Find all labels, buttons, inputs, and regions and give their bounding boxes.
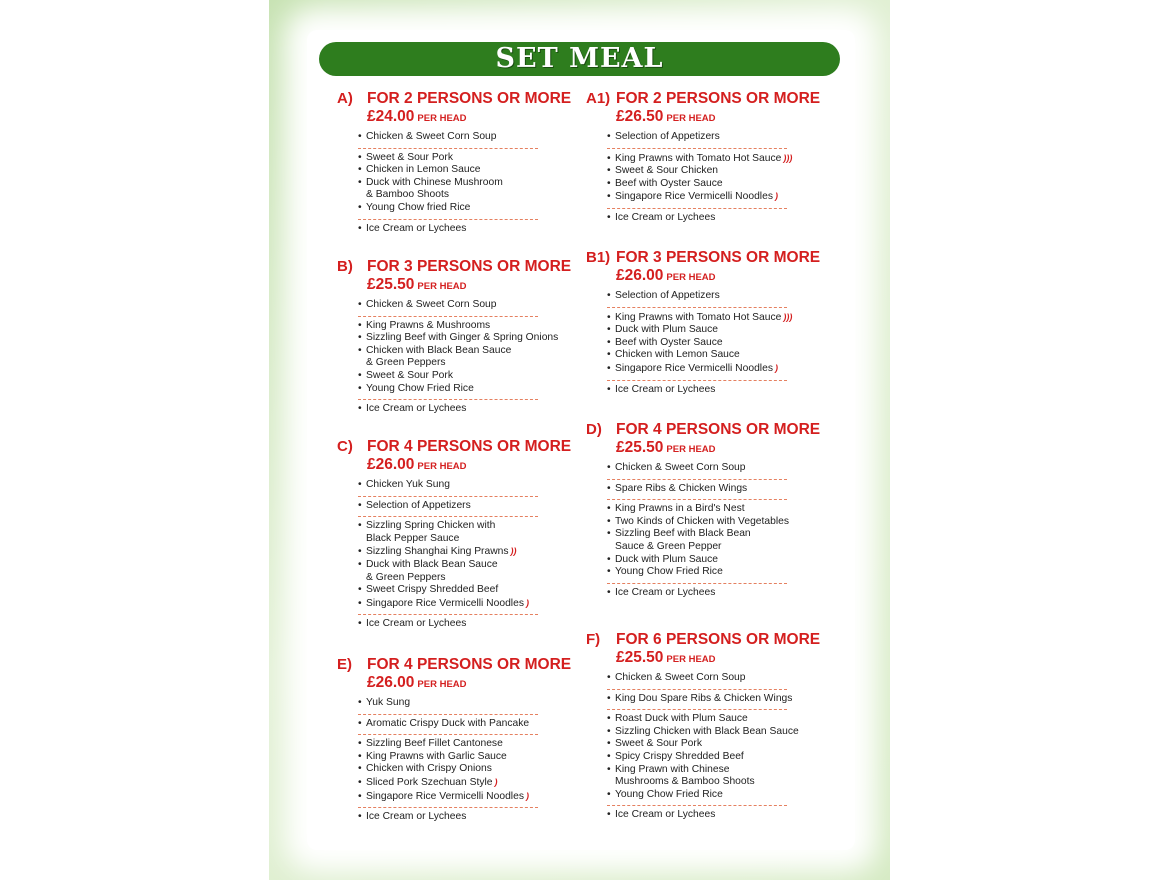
menu-item-text: Ice Cream or Lychees xyxy=(615,809,716,821)
menu-item-text: Sauce & Green Pepper xyxy=(615,540,722,552)
menu-item xyxy=(607,483,787,496)
bullet-icon: • xyxy=(607,383,611,395)
menu-item-text: Selection of Appetizers xyxy=(615,131,720,142)
menu-item xyxy=(358,357,538,370)
menu-item xyxy=(358,545,538,559)
menu-item-text: Chicken with Lemon Sauce xyxy=(615,349,740,361)
meal-header xyxy=(337,438,571,456)
meal-price: £25.50 xyxy=(616,649,664,666)
menu-item xyxy=(607,311,793,325)
course-group xyxy=(607,459,787,480)
menu-item-text: Two Kinds of Chicken with Vegetables xyxy=(615,515,790,527)
bullet-icon: • xyxy=(358,319,362,331)
menu-item xyxy=(607,566,787,579)
set-meal xyxy=(337,438,571,635)
course-group xyxy=(358,476,538,497)
menu-item xyxy=(607,738,787,751)
menu-item xyxy=(358,520,538,533)
menu-item xyxy=(607,713,787,726)
course-group xyxy=(607,149,793,209)
menu-item-text: Sliced Pork Szechuan Style xyxy=(366,776,493,788)
bullet-icon: • xyxy=(607,553,611,565)
menu-item-text: Sizzling Chicken with Black Bean Sauce xyxy=(615,725,799,737)
course-group xyxy=(607,308,793,381)
per-head-label: PER HEAD xyxy=(666,654,716,665)
menu-item-text: Singapore Rice Vermicelli Noodles xyxy=(615,362,773,374)
meal-title: FOR 3 PERSONS OR MORE xyxy=(367,258,572,275)
bullet-icon: • xyxy=(607,336,611,348)
set-meal xyxy=(337,656,571,828)
bullet-icon: • xyxy=(358,164,362,176)
bullet-icon: • xyxy=(607,177,611,189)
bullet-icon: • xyxy=(607,324,611,336)
menu-item xyxy=(358,763,538,776)
price-line xyxy=(616,267,820,287)
menu-item xyxy=(358,500,538,513)
menu-item-text: Ice Cream or Lychees xyxy=(615,211,716,223)
bullet-icon: • xyxy=(607,750,611,762)
bullet-icon: • xyxy=(607,152,611,164)
chili-pepper-icon: ))) xyxy=(783,311,793,322)
menu-item-text: Black Pepper Sauce xyxy=(366,532,460,544)
page-title: SET MEAL xyxy=(319,42,840,76)
bullet-icon: • xyxy=(607,211,611,223)
menu-item-text: Spicy Crispy Shredded Beef xyxy=(615,750,744,762)
meal-title: FOR 4 PERSONS OR MORE xyxy=(367,656,572,673)
bullet-icon: • xyxy=(607,515,611,527)
menu-item-text: Yuk Sung xyxy=(366,697,411,708)
meal-code: C) xyxy=(337,438,353,455)
meal-header xyxy=(586,631,820,649)
menu-item-text: Beef with Oyster Sauce xyxy=(615,336,723,348)
set-meal xyxy=(337,258,571,420)
menu-item xyxy=(358,533,538,546)
bullet-icon: • xyxy=(358,382,362,394)
menu-item xyxy=(358,572,538,585)
price-line xyxy=(367,108,571,128)
menu-item xyxy=(358,479,538,492)
price-line xyxy=(616,439,820,459)
course-group xyxy=(358,149,538,220)
menu-item-text: Ice Cream or Lychees xyxy=(615,383,716,395)
menu-item xyxy=(358,152,538,165)
menu-item xyxy=(607,362,787,376)
menu-item-text: Sizzling Beef Fillet Cantonese xyxy=(366,738,503,750)
menu-item-text: Duck with Plum Sauce xyxy=(615,324,719,336)
course-group xyxy=(358,296,538,317)
bullet-icon: • xyxy=(607,503,611,515)
bullet-icon: • xyxy=(358,479,362,490)
menu-item xyxy=(607,349,787,362)
menu-item xyxy=(358,370,538,383)
meal-header xyxy=(586,249,820,267)
bullet-icon: • xyxy=(607,788,611,800)
chili-pepper-icon: )) xyxy=(510,546,517,557)
menu-item-text: King Prawns in a Bird's Nest xyxy=(615,503,745,515)
menu-item-text: Singapore Rice Vermicelli Noodles xyxy=(366,790,524,802)
menu-item-text: Chicken Yuk Sung xyxy=(366,479,450,490)
per-head-label: PER HEAD xyxy=(666,272,716,283)
meal-price: £26.00 xyxy=(616,267,664,284)
menu-item xyxy=(607,809,787,822)
menu-item xyxy=(358,776,538,790)
course-group xyxy=(358,715,538,736)
course-group xyxy=(358,220,538,240)
meal-header xyxy=(586,90,820,108)
bullet-icon: • xyxy=(607,311,611,323)
meal-header xyxy=(337,656,571,674)
menu-item xyxy=(358,332,559,345)
menu-item xyxy=(607,212,787,225)
bullet-icon: • xyxy=(358,151,362,163)
bullet-icon: • xyxy=(358,546,362,558)
meal-title: FOR 2 PERSONS OR MORE xyxy=(367,90,572,107)
menu-item-text: Sizzling Shanghai King Prawns xyxy=(366,546,509,558)
menu-item-text: Sizzling Beef with Black Bean xyxy=(615,528,751,540)
menu-item-text: Chicken & Sweet Corn Soup xyxy=(615,672,746,683)
price-line xyxy=(367,456,571,476)
bullet-icon: • xyxy=(358,584,362,596)
menu-item xyxy=(358,597,538,611)
bullet-icon: • xyxy=(358,131,362,142)
meal-price: £26.50 xyxy=(616,108,664,125)
bullet-icon: • xyxy=(358,201,362,213)
course-group xyxy=(358,400,538,420)
menu-item xyxy=(607,789,787,802)
meal-header xyxy=(337,90,571,108)
set-meal xyxy=(586,249,820,400)
course-group xyxy=(607,690,793,711)
menu-item xyxy=(607,190,787,204)
bullet-icon: • xyxy=(607,462,611,473)
menu-page xyxy=(269,0,890,880)
menu-item xyxy=(607,324,787,337)
menu-item-text: Sweet & Sour Chicken xyxy=(615,165,719,177)
menu-item xyxy=(607,165,787,178)
meal-title: FOR 4 PERSONS OR MORE xyxy=(616,421,821,438)
course-group xyxy=(358,808,538,828)
meal-header xyxy=(337,258,571,276)
bullet-icon: • xyxy=(358,618,362,630)
bullet-icon: • xyxy=(358,499,362,511)
menu-item xyxy=(358,320,538,333)
bullet-icon: • xyxy=(607,725,611,737)
menu-item xyxy=(607,725,799,739)
course-group xyxy=(358,497,538,518)
bullet-icon: • xyxy=(358,763,362,775)
menu-item-text: Selection of Appetizers xyxy=(366,499,471,511)
menu-item xyxy=(358,345,538,358)
menu-item-text: Chicken with Crispy Onions xyxy=(366,763,492,775)
course-group xyxy=(607,669,787,690)
chili-pepper-icon: ))) xyxy=(783,152,793,163)
bullet-icon: • xyxy=(607,586,611,598)
price-line xyxy=(616,108,820,128)
meal-title: FOR 2 PERSONS OR MORE xyxy=(616,90,821,107)
meal-title: FOR 4 PERSONS OR MORE xyxy=(367,438,572,455)
menu-item-text: Sizzling Spring Chicken with xyxy=(366,520,496,532)
meal-price: £26.00 xyxy=(367,456,415,473)
menu-item-text: Singapore Rice Vermicelli Noodles xyxy=(615,191,773,203)
meal-code: B) xyxy=(337,258,353,275)
per-head-label: PER HEAD xyxy=(666,113,716,124)
menu-item xyxy=(358,584,538,597)
menu-item xyxy=(358,223,538,236)
bullet-icon: • xyxy=(607,713,611,725)
menu-item-text: Selection of Appetizers xyxy=(615,290,720,301)
menu-item-text: & Green Peppers xyxy=(366,571,446,583)
meal-title: FOR 3 PERSONS OR MORE xyxy=(616,249,821,266)
menu-item-text: Chicken & Sweet Corn Soup xyxy=(366,131,497,142)
bullet-icon: • xyxy=(607,290,611,301)
menu-item xyxy=(358,718,538,731)
per-head-label: PER HEAD xyxy=(417,113,467,124)
meal-code: A1) xyxy=(586,90,611,107)
price-line xyxy=(367,674,571,694)
bullet-icon: • xyxy=(358,750,362,762)
menu-item xyxy=(607,541,787,554)
menu-item-text: Young Chow Fried Rice xyxy=(366,382,474,394)
menu-item-text: Singapore Rice Vermicelli Noodles xyxy=(366,597,524,609)
menu-item xyxy=(607,692,793,706)
menu-item-text: Aromatic Crispy Duck with Pancake xyxy=(366,717,530,729)
menu-item xyxy=(358,177,538,190)
bullet-icon: • xyxy=(607,692,611,704)
menu-item xyxy=(358,697,538,710)
menu-item xyxy=(358,790,538,804)
bullet-icon: • xyxy=(607,738,611,750)
menu-item-text: Sweet & Sour Pork xyxy=(366,369,453,381)
bullet-icon: • xyxy=(358,403,362,415)
menu-item xyxy=(358,559,538,572)
chili-pepper-icon: ) xyxy=(494,776,498,787)
menu-item-text: Ice Cream or Lychees xyxy=(366,222,467,234)
bullet-icon: • xyxy=(607,191,611,203)
course-group xyxy=(607,287,787,308)
menu-item-text: Roast Duck with Plum Sauce xyxy=(615,713,748,725)
meal-header xyxy=(586,421,820,439)
menu-item-text: King Prawns with Tomato Hot Sauce xyxy=(615,152,782,164)
menu-item xyxy=(358,131,538,144)
menu-item xyxy=(607,178,787,191)
menu-item-text: Spare Ribs & Chicken Wings xyxy=(615,482,748,494)
meal-price: £25.50 xyxy=(367,276,415,293)
course-group xyxy=(607,806,787,826)
menu-item-text: Mushrooms & Bamboo Shoots xyxy=(615,776,755,788)
per-head-label: PER HEAD xyxy=(666,444,716,455)
bullet-icon: • xyxy=(358,717,362,729)
menu-item xyxy=(607,751,787,764)
menu-item-text: King Prawn with Chinese xyxy=(615,763,730,775)
menu-item xyxy=(607,503,787,516)
menu-item xyxy=(607,672,787,685)
per-head-label: PER HEAD xyxy=(417,679,467,690)
menu-item xyxy=(358,738,538,751)
set-meal xyxy=(337,90,571,239)
bullet-icon: • xyxy=(358,520,362,532)
bullet-icon: • xyxy=(607,763,611,775)
menu-item-text: & Bamboo Shoots xyxy=(366,189,449,201)
menu-item-text: Young Chow Fried Rice xyxy=(615,788,723,800)
menu-item xyxy=(358,164,538,177)
menu-item xyxy=(607,131,787,144)
bullet-icon: • xyxy=(607,528,611,540)
menu-item-text: Sweet & Sour Pork xyxy=(366,151,453,163)
menu-item-text: Duck with Plum Sauce xyxy=(615,553,719,565)
bullet-icon: • xyxy=(607,482,611,494)
chili-pepper-icon: ) xyxy=(774,191,778,202)
course-group xyxy=(607,500,790,584)
bullet-icon: • xyxy=(358,222,362,234)
bullet-icon: • xyxy=(607,349,611,361)
menu-item xyxy=(607,587,787,600)
menu-item xyxy=(358,403,538,416)
menu-item xyxy=(358,618,538,631)
bullet-icon: • xyxy=(358,176,362,188)
bullet-icon: • xyxy=(358,790,362,802)
menu-item-text: King Prawns & Mushrooms xyxy=(366,319,491,331)
menu-item-text: Ice Cream or Lychees xyxy=(615,586,716,598)
bullet-icon: • xyxy=(607,362,611,374)
menu-item-text: Sweet Crispy Shredded Beef xyxy=(366,584,499,596)
bullet-icon: • xyxy=(358,344,362,356)
menu-item xyxy=(607,554,787,567)
course-group xyxy=(607,209,787,229)
menu-item-text: Chicken & Sweet Corn Soup xyxy=(366,299,497,310)
menu-item-text: King Dou Spare Ribs & Chicken Wings xyxy=(615,692,793,704)
menu-item-text: Sweet & Sour Pork xyxy=(615,738,702,750)
menu-item xyxy=(607,515,790,529)
bullet-icon: • xyxy=(358,558,362,570)
course-group xyxy=(607,128,787,149)
meal-code: B1) xyxy=(586,249,611,266)
chili-pepper-icon: ) xyxy=(525,597,529,608)
chili-pepper-icon: ) xyxy=(525,790,529,801)
menu-item xyxy=(358,811,538,824)
menu-item xyxy=(358,383,538,396)
menu-item-text: Young Chow Fried Rice xyxy=(615,566,723,578)
set-meal xyxy=(586,421,820,603)
set-meal xyxy=(586,631,820,826)
menu-item-text: & Green Peppers xyxy=(366,357,446,369)
chili-pepper-icon: ) xyxy=(774,362,778,373)
bullet-icon: • xyxy=(358,299,362,310)
menu-item xyxy=(607,384,787,397)
menu-item-text: Chicken & Sweet Corn Soup xyxy=(615,462,746,473)
course-group xyxy=(358,694,538,715)
bullet-icon: • xyxy=(358,597,362,609)
menu-item-text: Ice Cream or Lychees xyxy=(366,618,467,630)
menu-item xyxy=(358,751,538,764)
menu-item-text: Chicken in Lemon Sauce xyxy=(366,164,481,176)
menu-item-text: King Prawns with Garlic Sauce xyxy=(366,750,507,762)
meal-code: F) xyxy=(586,631,601,648)
menu-item xyxy=(607,764,787,777)
course-group xyxy=(358,128,538,149)
meal-code: A) xyxy=(337,90,353,107)
course-group xyxy=(358,317,559,401)
meal-price: £24.00 xyxy=(367,108,415,125)
price-line xyxy=(367,276,571,296)
menu-item xyxy=(607,462,787,475)
meal-code: E) xyxy=(337,656,352,673)
bullet-icon: • xyxy=(358,738,362,750)
menu-item-text: Duck with Chinese Mushroom xyxy=(366,176,503,188)
menu-item xyxy=(607,528,787,541)
bullet-icon: • xyxy=(358,697,362,708)
bullet-icon: • xyxy=(607,165,611,177)
course-group xyxy=(607,381,787,401)
course-group xyxy=(607,480,787,501)
meal-code: D) xyxy=(586,421,602,438)
price-line xyxy=(616,649,820,669)
bullet-icon: • xyxy=(607,672,611,683)
bullet-icon: • xyxy=(358,811,362,823)
course-group xyxy=(607,710,799,806)
menu-item-text: King Prawns with Tomato Hot Sauce xyxy=(615,311,782,323)
bullet-icon: • xyxy=(607,131,611,142)
menu-item-text: Ice Cream or Lychees xyxy=(366,811,467,823)
menu-item xyxy=(607,337,787,350)
bullet-icon: • xyxy=(607,566,611,578)
menu-item-text: Ice Cream or Lychees xyxy=(366,403,467,415)
menu-item xyxy=(607,152,793,166)
bullet-icon: • xyxy=(358,332,362,344)
menu-item xyxy=(607,290,787,303)
bullet-icon: • xyxy=(358,369,362,381)
meal-price: £26.00 xyxy=(367,674,415,691)
menu-item xyxy=(607,776,787,789)
course-group xyxy=(358,615,538,635)
menu-item-text: Chicken with Black Bean Sauce xyxy=(366,344,512,356)
meal-price: £25.50 xyxy=(616,439,664,456)
course-group xyxy=(607,584,787,604)
per-head-label: PER HEAD xyxy=(417,461,467,472)
bullet-icon: • xyxy=(358,776,362,788)
meal-title: FOR 6 PERSONS OR MORE xyxy=(616,631,821,648)
per-head-label: PER HEAD xyxy=(417,281,467,292)
menu-item xyxy=(358,189,538,202)
menu-item-text: Duck with Black Bean Sauce xyxy=(366,558,498,570)
bullet-icon: • xyxy=(607,809,611,821)
menu-item xyxy=(358,202,538,215)
course-group xyxy=(358,735,538,808)
menu-item-text: Beef with Oyster Sauce xyxy=(615,177,723,189)
set-meal xyxy=(586,90,820,229)
menu-item-text: Young Chow fried Rice xyxy=(366,201,471,213)
menu-item-text: Sizzling Beef with Ginger & Spring Onions xyxy=(366,332,559,344)
course-group xyxy=(358,517,538,615)
menu-item xyxy=(358,299,538,312)
